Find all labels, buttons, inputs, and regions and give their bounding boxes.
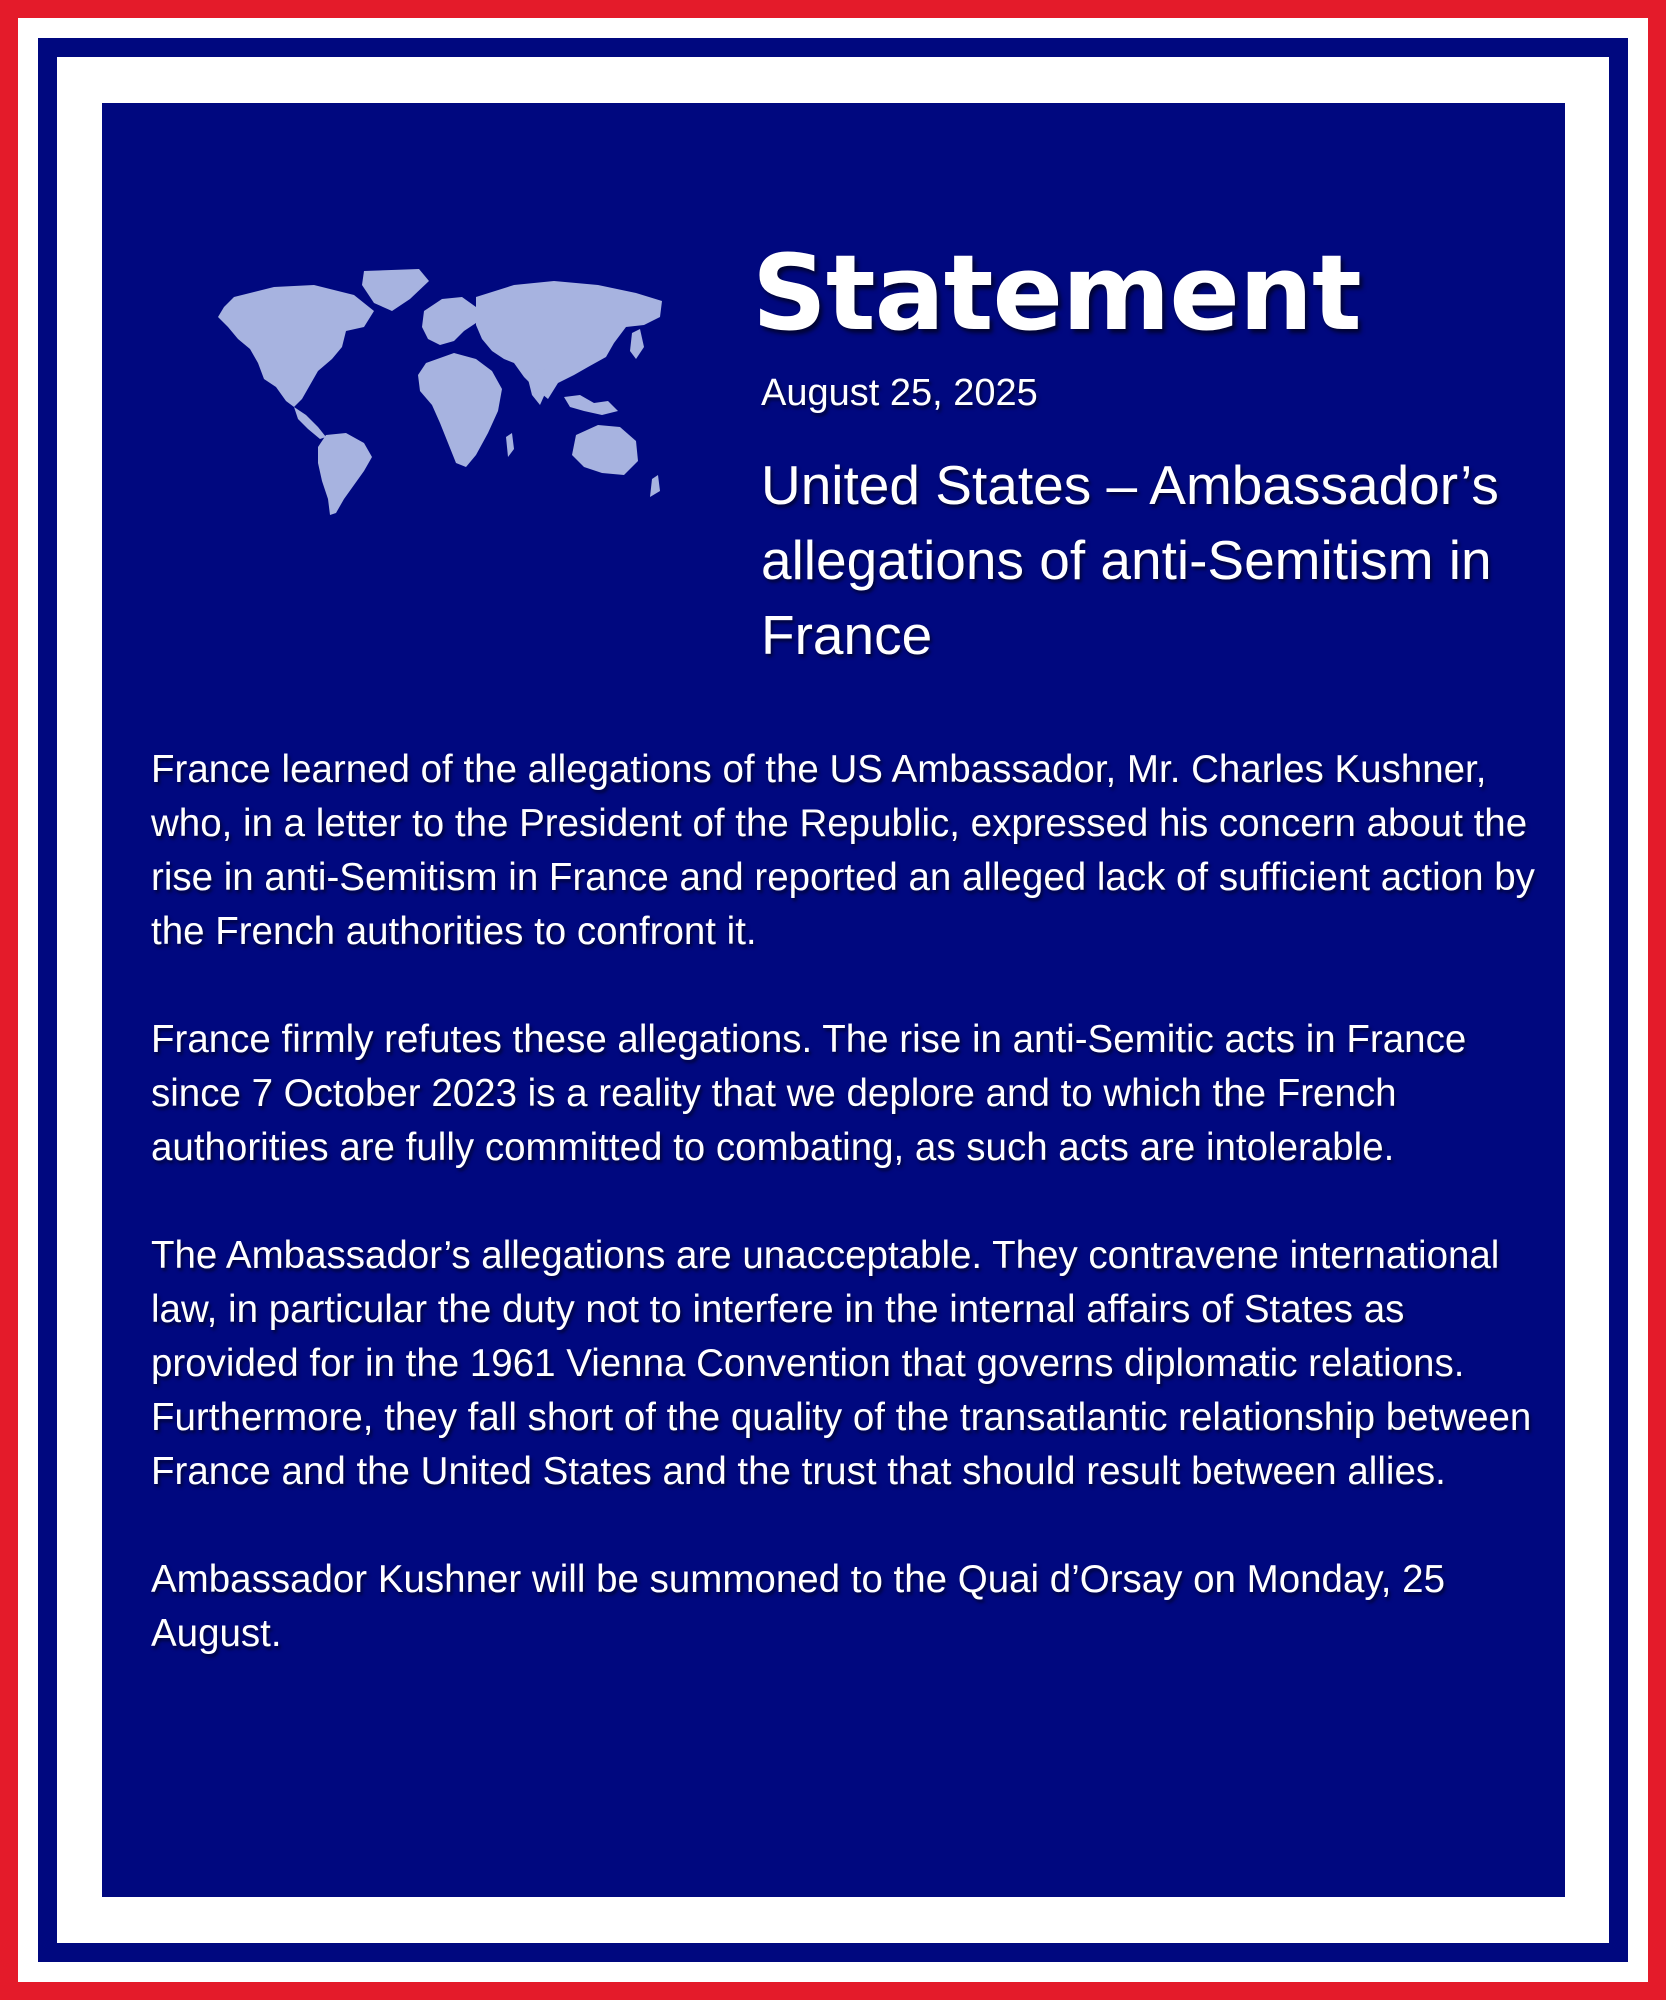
statement-body [151, 743, 1551, 1715]
statement-headline: United States – Ambassador’s allegations of anti-Semitism in France [761, 454, 1499, 666]
body-paragraph: The Ambassador’s allegations are unacceptable. They contravene international law, in particular the duty not to interfere in the internal affairs of States as provided for in the 1961 Vienna Convention that governs diplomatic relations. Furthermore, they fall short of the quality of the transatlantic relationship between France and the United States and the trust that should result between allies. [151, 1234, 1532, 1493]
body-paragraph: France firmly refutes these allegations. The rise in anti-Semitic acts in France since 7 October 2023 is a reality that we deplore and to which the French authorities are fully committed to combating, as such acts are intolerable. [151, 1018, 1467, 1169]
statement-date: August 25, 2025 [761, 372, 1038, 414]
world-map-icon [214, 267, 666, 517]
statement-panel [102, 103, 1565, 1897]
page-title: Statement [752, 232, 1361, 354]
body-paragraph: France learned of the allegations of the US Ambassador, Mr. Charles Kushner, who, in a letter to the President of the Republic, expressed his concern about the rise in anti-Semitism in France and reported an alleged lack of sufficient action by the French authorities to confront it. [151, 748, 1535, 953]
body-paragraph: Ambassador Kushner will be summoned to the Quai d’Orsay on Monday, 25 August. [151, 1558, 1445, 1655]
